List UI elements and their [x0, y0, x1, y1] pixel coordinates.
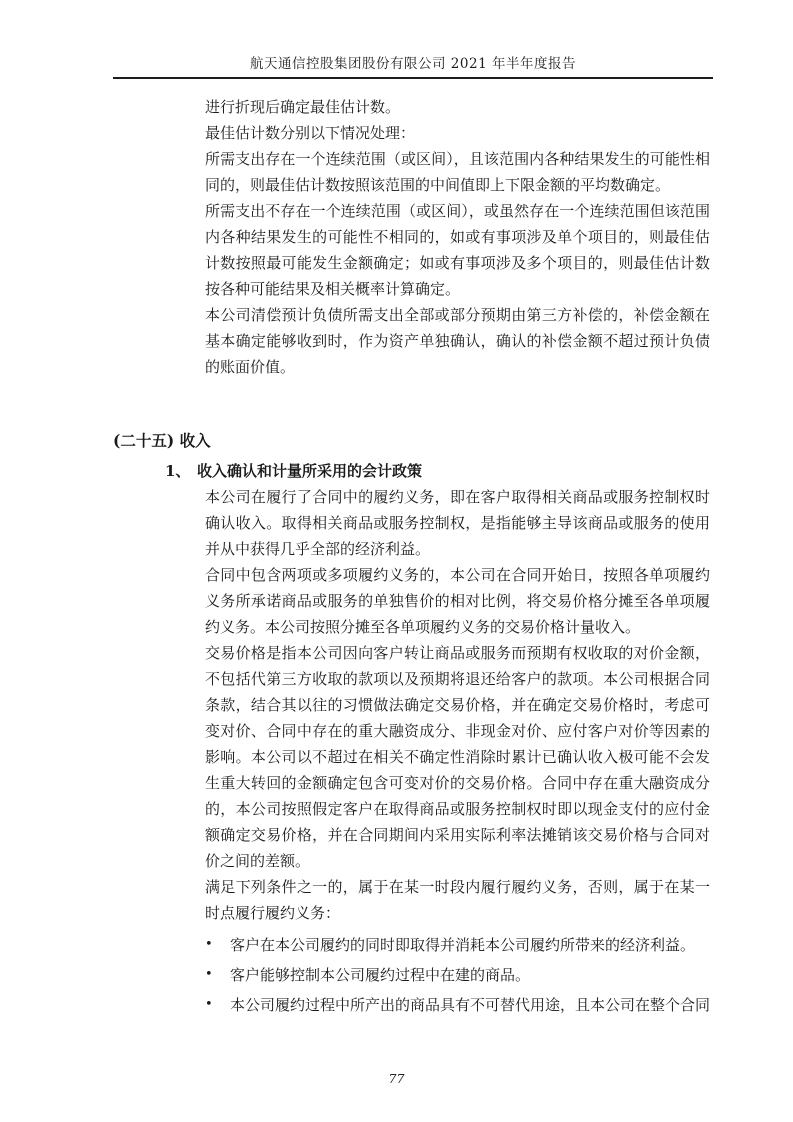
- paragraph: 本公司在履行了合同中的履约义务，即在客户取得相关商品或服务控制权时确认收入。取得相关商品或服务控制权，是指能够主导该商品或服务的使用并从中获得几乎全部的经济利益。: [205, 488, 710, 558]
- list-item: [205, 932, 710, 958]
- bullet-list: [113, 932, 710, 1018]
- section-heading-revenue: (二十五) 收入: [113, 431, 211, 450]
- page-number: 77: [388, 1071, 405, 1086]
- list-item: [205, 962, 710, 988]
- subsection-title: 收入确认和计量所采用的会计政策: [197, 462, 423, 480]
- bullet-text: 本公司履约过程中所产出的商品具有不可替代用途，且本公司在整个合同: [230, 996, 711, 1014]
- paragraph: 交易价格是指本公司因向客户转让商品或服务而预期有权收取的对价金额，不包括代第三方收取的款项以及预期将退还给客户的款项。本公司根据合同条款，结合其以往的习惯做法确定交易价格，并在确定交易价格时，考虑可变对价、合同中存在的重大融资成分、非现金对价、应付客户对价等因素的影响。本公司以不超过在相关不确定性消除时累计已确认收入极可能不会发生重大转回的金额确定包含可变对价的交易价格。合同中存在重大融资成分的，本公司按照假定客户在取得商品或服务控制权时即以现金支付的应付金额确定交易价格，并在合同期间内采用实际利率法摊销该交易价格与合同对价之间的差额。: [205, 644, 710, 870]
- paragraph: 最佳估计数分别以下情况处理：: [205, 124, 416, 142]
- bullet-icon: •: [205, 997, 213, 1012]
- bullet-icon: •: [205, 967, 213, 982]
- paragraph: 所需支出存在一个连续范围（或区间），且该范围内各种结果发生的可能性相同的，则最佳估计数按照该范围的中间值即上下限金额的平均数确定。: [205, 150, 710, 194]
- bullet-text: 客户在本公司履约的同时即取得并消耗本公司履约所带来的经济利益。: [230, 936, 696, 954]
- paragraph: 所需支出不存在一个连续范围（或区间），或虽然存在一个连续范围但该范围内各种结果发生的可能性不相同的，如或有事项涉及单个项目的，则最佳估计数按照最可能发生金额确定；如或有事项涉及多个项目的，则最佳估计数按各种可能结果及相关概率计算确定。: [205, 202, 710, 298]
- list-item: [205, 992, 710, 1018]
- document-body: [113, 94, 710, 1022]
- paragraph: 满足下列条件之一的，属于在某一时段内履行履约义务，否则，属于在某一时点履行履约义务：: [205, 878, 710, 922]
- paragraph: 进行折现后确定最佳估计数。: [205, 98, 401, 116]
- bullet-icon: •: [205, 937, 213, 952]
- bullet-text: 客户能够控制本公司履约过程中在建的商品。: [230, 966, 531, 984]
- page-header: [113, 52, 713, 79]
- report-header-title: 航天通信控股集团股份有限公司 2021 年半年度报告: [250, 56, 576, 72]
- subsection-heading: [165, 458, 710, 484]
- page-footer: [0, 1068, 793, 1087]
- paragraph: 本公司清偿预计负债所需支出全部或部分预期由第三方补偿的，补偿金额在基本确定能够收到时，作为资产单独确认，确认的补偿金额不超过预计负债的账面价值。: [205, 306, 710, 376]
- subsection-number: 1、: [165, 462, 191, 480]
- paragraph: 合同中包含两项或多项履约义务的，本公司在合同开始日，按照各单项履约义务所承诺商品或服务的单独售价的相对比例，将交易价格分摊至各单项履约义务。本公司按照分摊至各单项履约义务的交易价格计量收入。: [205, 566, 710, 636]
